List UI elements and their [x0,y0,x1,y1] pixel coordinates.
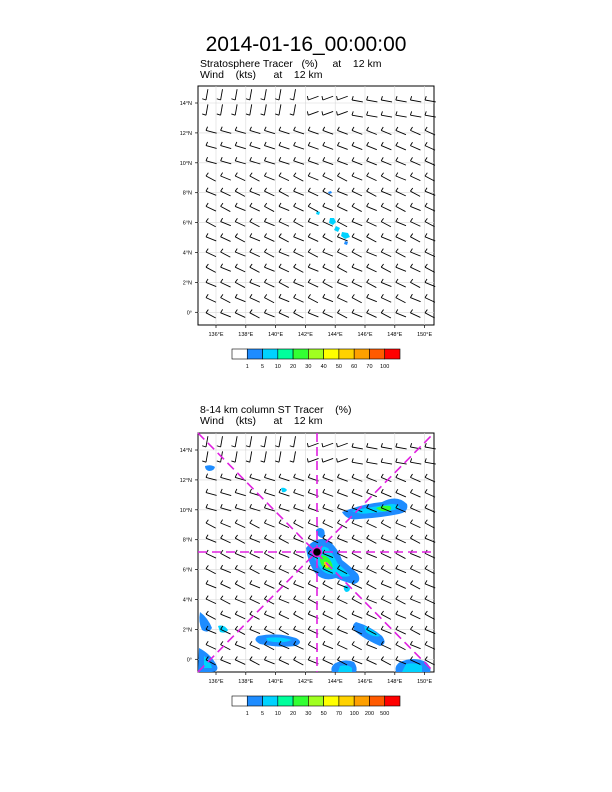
colorbar-label: 200 [364,711,375,717]
page-title: 2014-01-16_00:00:00 [205,33,407,56]
colorbar-label: 70 [366,364,373,370]
colorbar-label: 30 [305,364,312,370]
lat-tick-label: 10°N [179,507,192,514]
colorbar-swatch [308,696,323,706]
lat-tick-label: 12°N [179,477,192,484]
colorbar-swatch [247,349,262,359]
colorbar-label: 70 [335,711,342,717]
panel2-title-line1: 8-14 km column ST Tracer (%) [200,404,352,416]
longitude-labels [208,325,432,338]
lat-tick-label: 12°N [179,130,192,137]
colorbar-label: 50 [320,711,327,717]
colorbar-label: 100 [380,364,390,370]
latitude-labels [180,101,198,316]
panel2-title-line2: Wind (kts) at 12 km [200,415,323,427]
colorbar-swatch [232,349,247,359]
colorbar-swatch [339,696,354,706]
map-panel-1 [180,86,436,370]
lat-tick-label: 0° [186,657,192,664]
lat-tick-label: 0° [186,310,192,317]
center-marker [313,548,322,557]
lon-tick-label: 138°E [238,332,254,338]
colorbar-swatch [293,349,308,359]
lat-tick-label: 8°N [182,537,192,544]
colorbar-label: 1 [245,711,249,717]
lat-tick-label: 4°N [182,250,192,257]
lon-tick-label: 138°E [238,679,254,685]
colorbar-label: 60 [351,364,358,370]
colorbar-swatch [369,696,384,706]
colorbar-swatch [278,349,293,359]
lon-tick-label: 142°E [297,332,313,338]
colorbar [232,349,400,370]
colorbar-label: 100 [349,711,359,717]
colorbar-label: 10 [274,711,281,717]
colorbar-swatch [263,696,278,706]
colorbar-label: 30 [305,711,312,717]
colorbar-swatch [232,696,247,706]
lat-tick-label: 2°N [182,280,192,287]
colorbar-swatch [247,696,262,706]
lon-tick-label: 140°E [268,332,284,338]
colorbar-swatch [369,349,384,359]
lon-tick-label: 150°E [417,679,433,685]
panel1-title-line2: Wind (kts) at 12 km [200,69,323,81]
longitude-labels [208,672,432,685]
lon-tick-label: 146°E [357,679,373,685]
colorbar-label: 50 [335,364,342,370]
lon-tick-label: 144°E [327,679,343,685]
lat-tick-label: 14°N [179,448,192,454]
lon-tick-label: 148°E [387,679,403,685]
map-panel-2 [180,433,436,717]
lat-tick-label: 8°N [182,190,192,197]
colorbar-swatch [278,696,293,706]
lon-tick-label: 146°E [357,332,373,338]
colorbar-swatch [354,349,369,359]
colorbar-swatch [263,349,278,359]
colorbar-swatch [385,696,400,706]
lon-tick-label: 144°E [327,332,343,338]
colorbar-label: 5 [261,711,265,717]
lon-tick-label: 148°E [387,332,403,338]
colorbar-swatch [308,349,323,359]
lat-tick-label: 14°N [179,101,192,107]
colorbar-label: 20 [290,364,297,370]
colorbar [232,696,400,717]
latitude-labels [180,448,198,663]
colorbar-label: 10 [274,364,281,370]
map-frame [198,86,434,325]
lat-tick-label: 2°N [182,627,192,634]
colorbar-label: 40 [320,364,327,370]
lon-tick-label: 136°E [208,679,224,685]
colorbar-swatch [354,696,369,706]
colorbar-label: 20 [290,711,297,717]
colorbar-label: 500 [380,711,390,717]
lon-tick-label: 142°E [297,679,313,685]
lat-tick-label: 6°N [182,567,192,574]
colorbar-swatch [339,349,354,359]
lon-tick-label: 150°E [417,332,433,338]
colorbar-swatch [324,696,339,706]
lat-tick-label: 10°N [179,160,192,167]
lon-tick-label: 136°E [208,332,224,338]
panel1-title-line1: Stratosphere Tracer (%) at 12 km [200,58,382,70]
colorbar-swatch [293,696,308,706]
lon-tick-label: 140°E [268,679,284,685]
colorbar-swatch [324,349,339,359]
colorbar-label: 1 [245,364,249,370]
colorbar-label: 5 [261,364,265,370]
lat-tick-label: 6°N [182,220,192,227]
lat-tick-label: 4°N [182,597,192,604]
colorbar-swatch [385,349,400,359]
